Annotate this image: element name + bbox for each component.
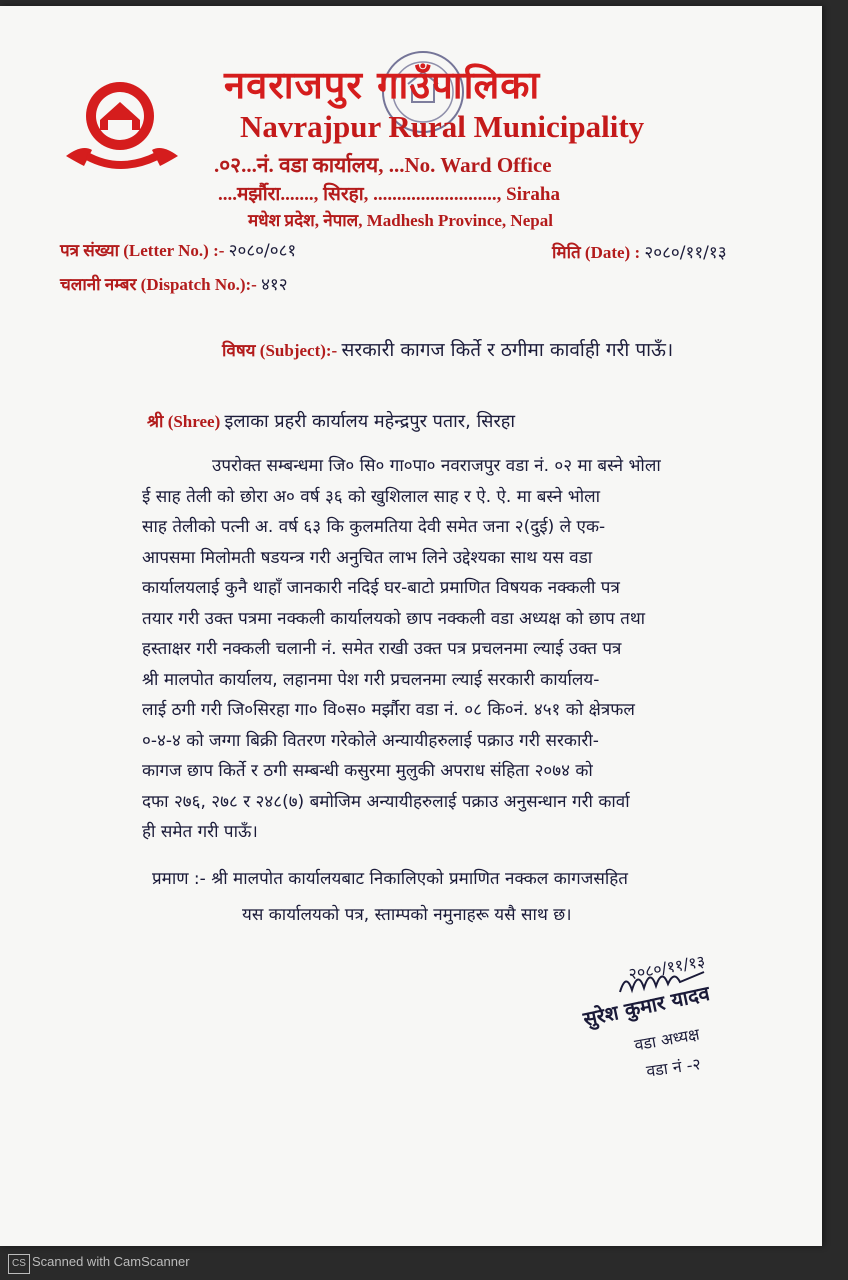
signatory-ward: वडा नं -२ [645,1054,702,1081]
dispatch-number [60,272,288,295]
municipality-seal-icon [62,74,182,174]
recipient-label: श्री (Shree) [147,412,221,431]
recipient-text: इलाका प्रहरी कार्यालय महेन्द्रपुर पतार, सिरहा [224,411,516,432]
evidence-label: प्रमाण :- [152,869,206,889]
dispatch-value: ४१२ [261,275,288,295]
document-page [0,6,822,1246]
scanner-watermark: Scanned with CamScanner [32,1254,190,1269]
letter-number-label: पत्र संख्या (Letter No.) :- [60,241,225,260]
letter-date [552,240,727,263]
subject-text: सरकारी कागज किर्ते र ठगीमा कार्वाही गरी पाऊँ। [341,339,674,361]
recipient-line [147,409,515,433]
dispatch-label: चलानी नम्बर (Dispatch No.):- [60,275,257,294]
letter-number [60,238,296,261]
body-line: साह तेलीको पत्नी अ. वर्ष ६३ कि कुलमतिया देवी समेत जना २(दुई) ले एक- [142,517,606,537]
body-line: लाई ठगी गरी जि०सिरहा गा० वि०स० मर्झौरा वडा नं. ०८ कि०नं. ४५१ को क्षेत्रफल [142,700,635,720]
body-line: हस्ताक्षर गरी नक्कली चलानी नं. समेत राखी उक्त पत्र प्रचलनमा ल्याई उक्त पत्र [142,639,622,659]
municipality-name-nepali: नवराजपुर गाउँपालिका [224,63,541,107]
letter-number-value: २०८०/०८१ [228,241,297,261]
body-line: श्री मालपोत कार्यालय, लहानमा पेश गरी प्रचलनमा ल्याई सरकारी कार्यालय- [142,669,600,690]
body-line: आपसमा मिलोमती षडयन्त्र गरी अनुचित लाभ लिने उद्देश्यका साथ यस वडा [142,547,593,568]
body-line: कार्यालयलाई कुनै थाहाँ जानकारी नदिई घर-बाटो प्रमाणित विषयक नक्कली पत्र [142,578,620,598]
body-line: ०-४-४ को जग्गा बिक्री वितरण गरेकोले अन्यायीहरुलाई पक्राउ गरी सरकारी- [142,730,599,751]
body-line: तयार गरी उक्त पत्रमा नक्कली कार्यालयको छाप नक्कली वडा अध्यक्ष को छाप तथा [142,608,646,629]
letter-body [142,451,822,848]
signature-block [578,951,778,1096]
evidence-line-2: यस कार्यालयको पत्र, स्ताम्पको नमुनाहरू यसै साथ छ। [242,905,572,925]
body-line: कागज छाप किर्ते र ठगी सम्बन्धी कसुरमा मुलुकी अपराध संहिता २०७४ को [142,761,593,781]
evidence-line [152,861,822,897]
subject-line [222,336,673,362]
signature-date: २०८०/११/१३ [627,951,707,984]
province-line: मधेश प्रदेश, नेपाल, Madhesh Province, Nepal [248,211,553,230]
body-line: दफा २७६, २७८ र २४८(७) बमोजिम अन्यायीहरुलाई पक्राउ अनुसन्धान गरी कार्वा [142,791,630,812]
body-line: ई साह तेली को छोरा अ० वर्ष ३६ को खुशिलाल साह र ऐ. ऐ. मा बस्ने भोला [142,486,601,507]
evidence-section [152,861,822,933]
signatory-title: वडा अध्यक्ष [632,1024,701,1055]
camscanner-logo-icon: CS [8,1254,30,1274]
address-line: ....मर्झौरा......., सिरहा, .........................., Siraha [218,184,560,205]
subject-label: विषय (Subject):- [222,341,338,360]
body-line: उपरोक्त सम्बन्धमा जि० सि० गा०पा० नवराजपुर वडा नं. ०२ मा बस्ने भोला [212,456,661,476]
evidence-text: श्री मालपोत कार्यालयबाट निकालिएको प्रमाणित नक्कल कागजसहित [211,869,628,889]
date-value: २०८०/११/१३ [644,243,727,263]
municipality-name-english: Navrajpur Rural Municipality [240,109,645,144]
body-line: ही समेत गरी पाऊँ। [142,822,258,842]
date-label: मिति (Date) : [552,243,641,262]
signatory-name: सुरेश कुमार यादव [581,980,712,1032]
ward-office-line: .०२...नं. वडा कार्यालय, ...No. Ward Office [214,153,552,177]
